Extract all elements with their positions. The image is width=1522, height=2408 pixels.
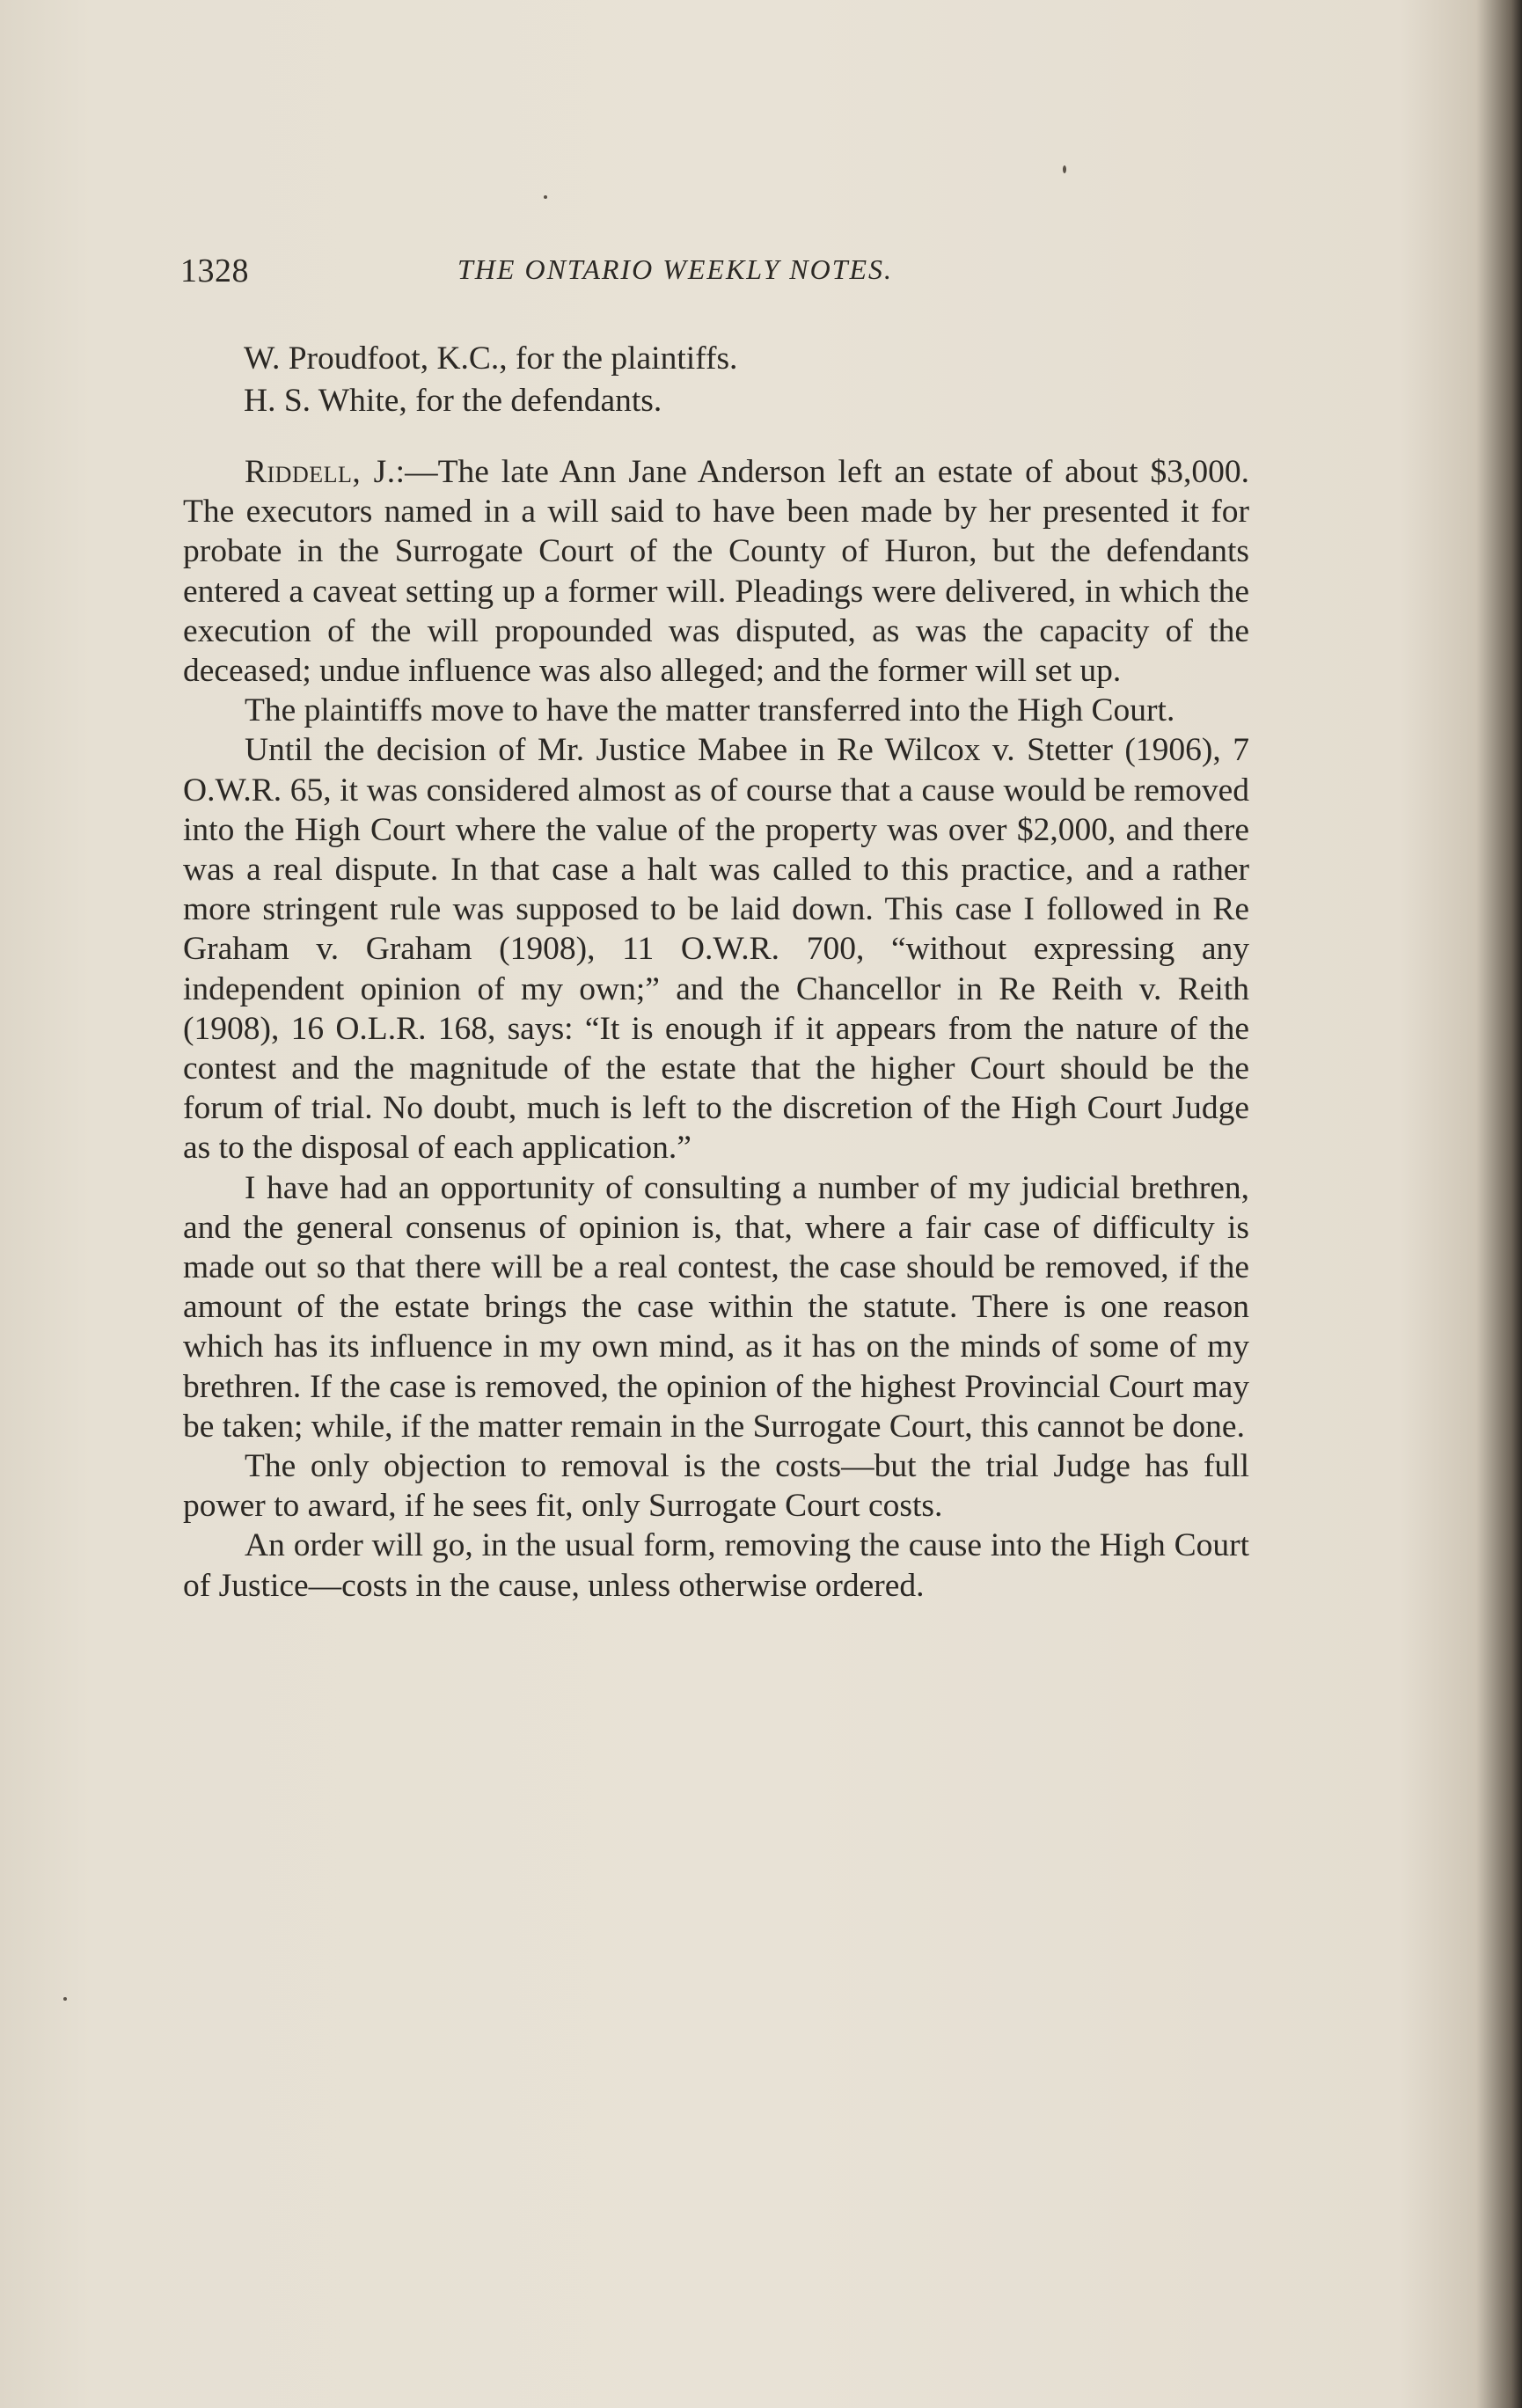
paragraph-motion: The plaintiffs move to have the matter transferred into the High Court.	[245, 692, 1175, 729]
ink-speck	[1063, 165, 1066, 173]
paragraph-costs: The only objection to removal is the costs—but the trial Judge has full power to award, if he sees fit, only Surrogate Court costs.	[183, 1448, 1249, 1525]
counsel-defendants: H. S. White, for the defendants.	[244, 383, 662, 419]
opening-text: :—The late Ann Jane Anderson left an estate of about $3,000. The executors named in a will said to have been made by her presented it for probate in the Surrogate Court of the County of Huron, but the defendants entered a caveat setting up a former will. Pleadings were delivered, in which the execution of the will propounded was disputed, as was the capacity of the deceased; undue influence was also alleged; and the former will set up.	[183, 454, 1249, 690]
judge-name: Riddell, J.	[245, 454, 396, 490]
running-head: THE ONTARIO WEEKLY NOTES.	[457, 253, 894, 285]
opening-paragraph	[183, 452, 1249, 691]
page-header	[180, 252, 1254, 296]
counsel-block	[244, 338, 1255, 422]
paragraph-order: An order will go, in the usual form, removing the cause into the High Court of Justice—costs in the cause, unless otherwise ordered.	[183, 1527, 1249, 1604]
counsel-plaintiffs: W. Proudfoot, K.C., for the plaintiffs.	[244, 340, 738, 377]
paragraph-consultation: I have had an opportunity of consulting a number of my judicial brethren, and the general consenus of opinion is, that, where a fair case of difficulty is made out so that there will be a real contest, the case should be removed, if the amount of the estate brings the case within the statute. There is one reason which has its influence in my own mind, as it has on the minds of some of my brethren. If the case is removed, the opinion of the highest Provincial Court may be taken; while, if the matter remain in the Surrogate Court, this cannot be done.	[183, 1169, 1249, 1445]
ink-speck	[544, 195, 547, 199]
paragraph-precedent: Until the decision of Mr. Justice Mabee in Re Wilcox v. Stetter (1906), 7 O.W.R. 65, it was considered almost as of course that a cause would be removed into the High Court where the value of the property was over $2,000, and there was a real dispute. In that case a halt was called to this practice, and a rather more stringent rule was supposed to be laid down. This case I followed in Re Graham v. Graham (1908), 11 O.W.R. 700, “without expressing any independent opinion of my own;” and the Chancellor in Re Reith v. Reith (1908), 16 O.L.R. 168, says: “It is enough if it appears from the nature of the contest and the magnitude of the estate that the higher Court should be the forum of trial. No doubt, much is left to the discretion of the High Court Judge as to the disposal of each application.”	[183, 732, 1249, 1167]
judgment-text	[183, 452, 1249, 1606]
ink-speck	[63, 1997, 67, 2001]
page-number: 1328	[180, 253, 249, 289]
